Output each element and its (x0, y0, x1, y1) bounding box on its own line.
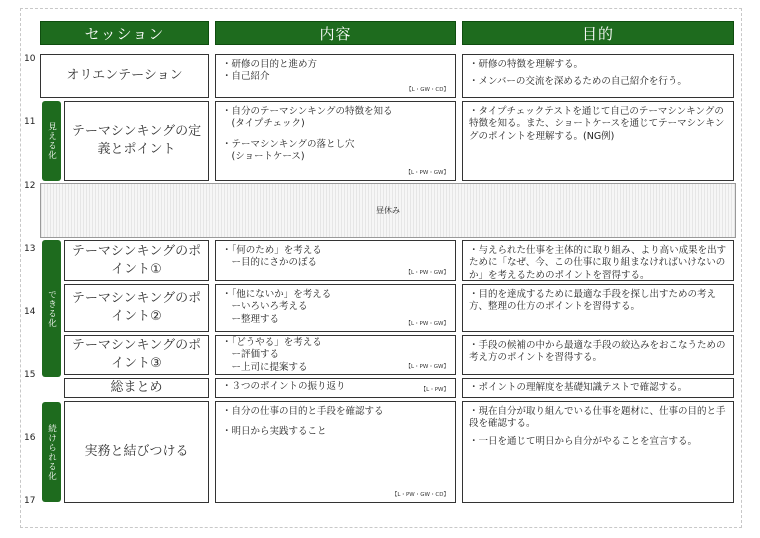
content-line: (タイプチェック) (222, 118, 305, 130)
content-line: ・「何のため」を考える (222, 245, 322, 256)
purpose-cell (462, 240, 734, 281)
purpose-cell (462, 378, 734, 398)
content-line: ・自己紹介 (222, 71, 270, 83)
band-sustain-label: 続けられる化 (46, 423, 57, 481)
purpose-cell (462, 335, 734, 375)
band-visualize (42, 101, 61, 181)
content-cell (215, 335, 456, 375)
method-code: 【L・PW・GW】 (405, 269, 449, 276)
purpose-line: ・タイプチェックテストを通じて自己のテーマシンキングの特徴を知る。また、ショートケースを通じてテーマシンキングのポイントを理解する。(NG例) (469, 106, 725, 142)
session-cell: 総まとめ (64, 378, 209, 398)
content-cell (215, 101, 456, 181)
band-capable (42, 240, 61, 377)
hour-10: 10 (24, 54, 36, 64)
session-cell: テーマシンキングのポイント② (64, 284, 209, 332)
content-line: ・自分のテーマシンキングの特徴を知る (222, 106, 393, 117)
content-line: ・「どうやる」を考える (222, 337, 322, 348)
content-line: ・３つのポイントの振り返り (222, 381, 346, 392)
hour-11: 11 (24, 117, 36, 127)
hour-17: 17 (24, 496, 36, 506)
content-line: ー整理する (222, 313, 280, 325)
content-line: ・研修の目的と進め方 (222, 59, 318, 70)
session-cell: オリエンテーション (40, 54, 209, 98)
header-content: 内容 (215, 21, 456, 45)
band-capable-label: できる化 (46, 289, 57, 328)
band-visualize-label: 見える化 (46, 122, 57, 160)
lunch-break: 昼休み (40, 183, 736, 238)
purpose-line: ・ポイントの理解度を基礎知識テストで確認する。 (469, 382, 688, 393)
hour-16: 16 (24, 433, 36, 443)
method-code: 【L・PW】 (420, 386, 449, 393)
content-cell (215, 240, 456, 281)
content-line: ーいろいろ考える (222, 301, 308, 313)
method-code: 【L・PW・GW】 (405, 320, 449, 327)
content-line: ・明日から実践すること (222, 426, 327, 438)
method-code: 【L・GW・CD】 (406, 86, 449, 93)
hour-12: 12 (24, 181, 36, 191)
purpose-line: ・目的を達成するために最適な手段を探し出すための考え方、整理の仕方のポイントを習得する。 (469, 289, 717, 313)
header-purpose: 目的 (462, 21, 734, 45)
method-code: 【L・PW・GW・CD】 (391, 491, 449, 498)
content-cell (215, 378, 456, 398)
method-code: 【L・PW・GW】 (405, 169, 449, 176)
header-session: セッション (40, 21, 209, 45)
content-line: ー目的にさかのぼる (222, 257, 318, 269)
hour-15: 15 (24, 370, 36, 380)
content-cell (215, 284, 456, 332)
content-line: ー上司に提案する (222, 361, 308, 373)
purpose-cell (462, 101, 734, 181)
content-line: ー評価する (222, 349, 280, 361)
hour-14: 14 (24, 307, 36, 317)
content-line: ・「他にないか」を考える (222, 289, 332, 300)
session-cell: テーマシンキングの定義とポイント (64, 101, 209, 181)
content-cell (215, 54, 456, 98)
method-code: 【L・PW・GW】 (405, 363, 449, 370)
purpose-cell (462, 54, 734, 98)
content-line: ・テーマシンキングの落とし穴 (222, 138, 355, 150)
purpose-cell (462, 401, 734, 503)
session-cell: テーマシンキングのポイント① (64, 240, 209, 281)
purpose-line: ・手段の候補の中から最適な手段の絞込みをおこなうための考え方のポイントを習得する。 (469, 340, 726, 364)
purpose-line: ・研修の特徴を理解する。 (469, 59, 584, 70)
hour-13: 13 (24, 244, 36, 254)
content-line: ・自分の仕事の目的と手段を確認する (222, 406, 384, 417)
purpose-line: ・与えられた仕事を主体的に取り組み、より高い成果を出すために「なぜ、今、この仕事に取り組まなければいけないのか」を考えるためのポイントを習得する。 (469, 245, 727, 281)
purpose-cell (462, 284, 734, 332)
session-cell: テーマシンキングのポイント③ (64, 335, 209, 375)
band-sustain (42, 402, 61, 502)
session-cell: 実務と結びつける (64, 401, 209, 503)
purpose-line: ・メンバーの交流を深めるための自己紹介を行う。 (469, 76, 687, 88)
purpose-line: ・一日を通じて明日から自分がやることを宣言する。 (469, 435, 698, 447)
content-line: (ショートケース) (222, 151, 305, 163)
purpose-line: ・現在自分が取り組んでいる仕事を題材に、仕事の目的と手段を確認する。 (469, 406, 726, 430)
content-cell (215, 401, 456, 503)
